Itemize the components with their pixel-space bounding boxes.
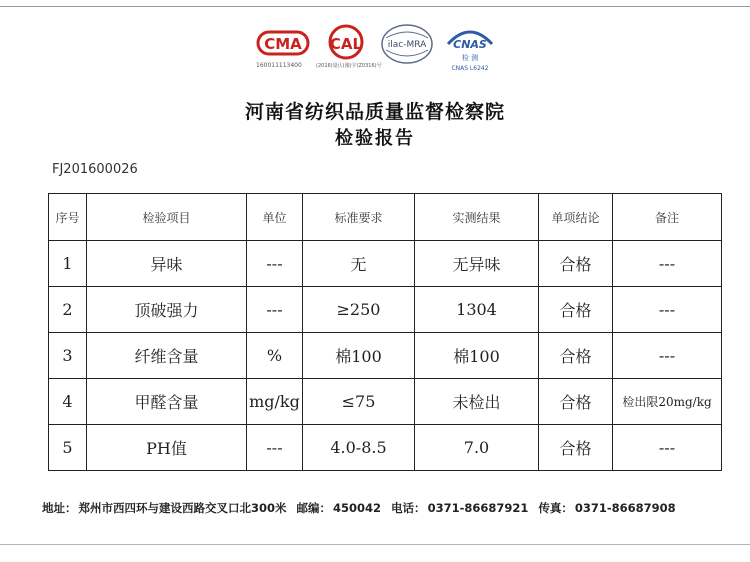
cnas-logo: [442, 22, 498, 80]
cell-index: 3: [49, 333, 87, 379]
cell-item: 纤维含量: [87, 333, 247, 379]
ilac-mra-logo-mark: [380, 22, 434, 66]
header-item: 检验项目: [87, 194, 247, 241]
table-row: [49, 287, 722, 333]
cma-logo-caption: 160011113400: [256, 62, 302, 69]
cell-result: 未检出: [415, 379, 539, 425]
cell-standard: ≤75: [303, 379, 415, 425]
cma-logo-mark: [256, 22, 310, 62]
cell-index: 4: [49, 379, 87, 425]
report-number: FJ201600026: [52, 162, 138, 177]
cal-logo-mark: [316, 22, 376, 62]
cnas-logo-caption-1: 检 测: [461, 54, 479, 62]
cell-conclusion: 合格: [539, 287, 613, 333]
header-unit: 单位: [247, 194, 303, 241]
cell-unit: ---: [247, 241, 303, 287]
results-table: [48, 193, 722, 471]
header-remark: 备注: [613, 194, 722, 241]
header-result: 实测结果: [415, 194, 539, 241]
cma-logo: [256, 22, 310, 69]
cell-unit: ---: [247, 425, 303, 471]
cell-standard: ≥250: [303, 287, 415, 333]
cnas-logo-caption-2: CNAS L6242: [451, 65, 489, 72]
bottom-rule: [0, 544, 750, 545]
address-label: 地址：: [42, 501, 77, 515]
cal-logo: [316, 22, 382, 69]
phone-value: 0371-86687921: [427, 501, 529, 515]
cell-item: 顶破强力: [87, 287, 247, 333]
cell-standard: 4.0-8.5: [303, 425, 415, 471]
cell-conclusion: 合格: [539, 333, 613, 379]
table-header-row: [49, 194, 722, 241]
table-row: [49, 333, 722, 379]
accreditation-logos: [248, 22, 508, 80]
cell-unit: %: [247, 333, 303, 379]
cell-index: 2: [49, 287, 87, 333]
cell-item: PH值: [87, 425, 247, 471]
header-standard: 标准要求: [303, 194, 415, 241]
cell-result: 7.0: [415, 425, 539, 471]
fax-label: 传真：: [538, 501, 573, 515]
cell-result: 无异味: [415, 241, 539, 287]
top-rule: [0, 6, 750, 7]
cal-logo-lettering: CAL: [329, 35, 363, 53]
cell-index: 5: [49, 425, 87, 471]
cnas-logo-lettering: CNAS: [453, 38, 487, 51]
cell-item: 异味: [87, 241, 247, 287]
cell-conclusion: 合格: [539, 241, 613, 287]
postcode-value: 450042: [333, 501, 382, 515]
ilac-mra-logo: [380, 22, 434, 70]
cell-remark: ---: [613, 287, 722, 333]
cell-remark: ---: [613, 241, 722, 287]
cell-item: 甲醛含量: [87, 379, 247, 425]
cell-standard: 无: [303, 241, 415, 287]
cell-remark: ---: [613, 425, 722, 471]
header-conclusion: 单项结论: [539, 194, 613, 241]
cma-logo-lettering: CMA: [264, 35, 302, 53]
postcode-label: 邮编：: [296, 501, 332, 515]
cell-conclusion: 合格: [539, 379, 613, 425]
ilac-mra-logo-lettering: ilac-MRA: [387, 40, 427, 50]
cell-index: 1: [49, 241, 87, 287]
table-row: [49, 379, 722, 425]
phone-label: 电话：: [391, 501, 426, 515]
cell-conclusion: 合格: [539, 425, 613, 471]
cell-unit: mg/kg: [247, 379, 303, 425]
cal-logo-caption: (2016)量认(豫)字(Z0316)号: [316, 63, 382, 69]
institute-title: 河南省纺织品质量监督检察院: [244, 101, 505, 123]
cell-remark: ---: [613, 333, 722, 379]
cell-unit: ---: [247, 287, 303, 333]
table-row: [49, 425, 722, 471]
table-row: [49, 241, 722, 287]
cell-result: 1304: [415, 287, 539, 333]
cell-standard: 棉100: [303, 333, 415, 379]
cnas-logo-mark: [442, 22, 498, 76]
report-title: 检验报告: [335, 128, 415, 149]
cell-remark: 检出限20mg/kg: [613, 379, 722, 425]
contact-footer: [42, 500, 678, 516]
fax-value: 0371-86687908: [574, 501, 676, 515]
cell-result: 棉100: [415, 333, 539, 379]
address-value: 郑州市西四环与建设西路交叉口北300米: [78, 501, 287, 515]
header-index: 序号: [49, 194, 87, 241]
